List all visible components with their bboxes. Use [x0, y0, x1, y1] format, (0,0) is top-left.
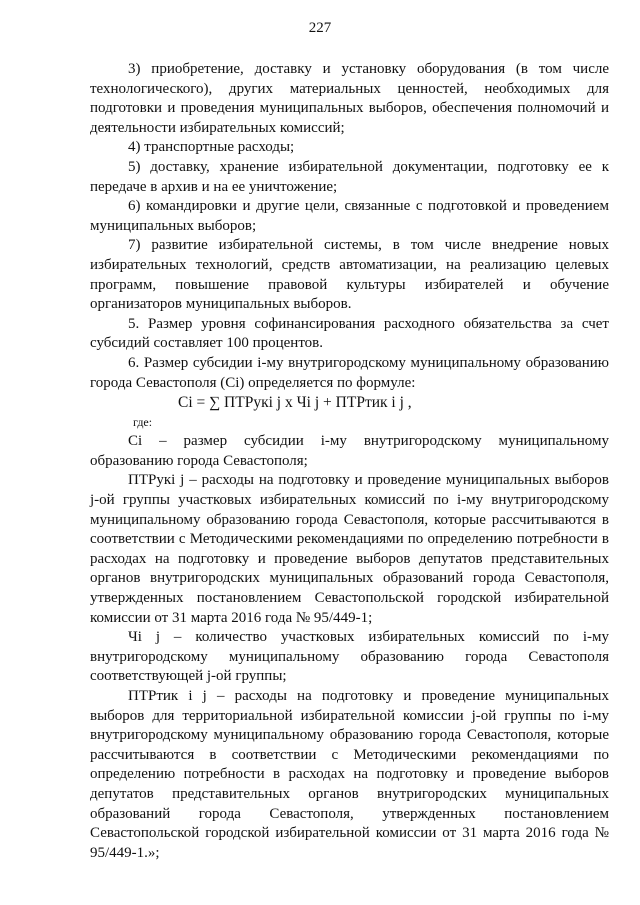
paragraph-item-3: 3) приобретение, доставку и установку оборудования (в том числе технологического), других материальных ценностей, необходимых для подготовки и проведения муниципальных выборов, обеспечения полномочий и деятельности избирательных комиссий;	[90, 61, 609, 136]
paragraph-item-7: 7) развитие избирательной системы, в том числе внедрение новых избирательных технологий, средств автоматизации, на реализацию целевых программ, повышение правовой культуры избирателей и обучение организаторов муниципальных выборов.	[90, 237, 609, 313]
paragraph-clause-6: 6. Размер субсидии i-му внутригородскому муниципальному образованию города Севастополя (Ci) определяется по формуле:	[90, 354, 609, 391]
definition-ptr-uk: ПТРукі j – расходы на подготовку и проведение муниципальных выборов j-ой группы участковых избирательных комиссий по i-му внутригородскому муниципальному образованию города Севастополя, которые рассчитываются в соответствии с Методическими рекомендациями по определению потребности в расходах на подготовку и проведение выборов депутатов представительных органов внутригородских муниципальных образований города Севастополя, утвержденных постановлением Севастопольской городской избирательной комиссии от 31 марта 2016 года № 95/449-1;	[90, 472, 609, 626]
definition-ci: Ci – размер субсидии i-му внутригородскому муниципальному образованию города Севастополя;	[90, 433, 609, 469]
paragraph-clause-5: 5. Размер уровня софинансирования расходного обязательства за счет субсидий составляет 100 процентов.	[90, 315, 609, 352]
page-number: 227	[308, 20, 332, 36]
where-label: где:	[133, 414, 153, 429]
subsidy-formula: Ci = ∑ ПТРукі j x Чі j + ПТРтик і j ,	[178, 394, 412, 412]
definition-ptr-tik: ПТРтик i j – расходы на подготовку и проведение муниципальных выборов для территориальной избирательной комиссии j-ой группы по i-му внутригородскому муниципальному образованию города Севастополя, которые рассчитываются в соответствии с Методическими рекомендациями по определению потребности в расходах на подготовку и проведение выборов депутатов представительных органов внутригородских муниципальных образований города Севастополя, утвержденных постановлением Севастопольской городской избирательной комиссии от 31 марта 2016 года № 95/449-1.»;	[90, 688, 609, 861]
paragraph-item-5: 5) доставку, хранение избирательной документации, подготовку ее к передаче в архив и на ее уничтожение;	[90, 158, 609, 195]
definition-ch: Чi j – количество участковых избирательных комиссий по i-му внутригородскому муниципальному образованию города Севастополя соответствующей j-ой группы;	[90, 629, 609, 685]
document-body	[90, 60, 609, 863]
paragraph-item-6: 6) командировки и другие цели, связанные с подготовкой и проведением муниципальных выборов;	[90, 198, 609, 234]
paragraph-item-4: 4) транспортные расходы;	[128, 139, 295, 156]
